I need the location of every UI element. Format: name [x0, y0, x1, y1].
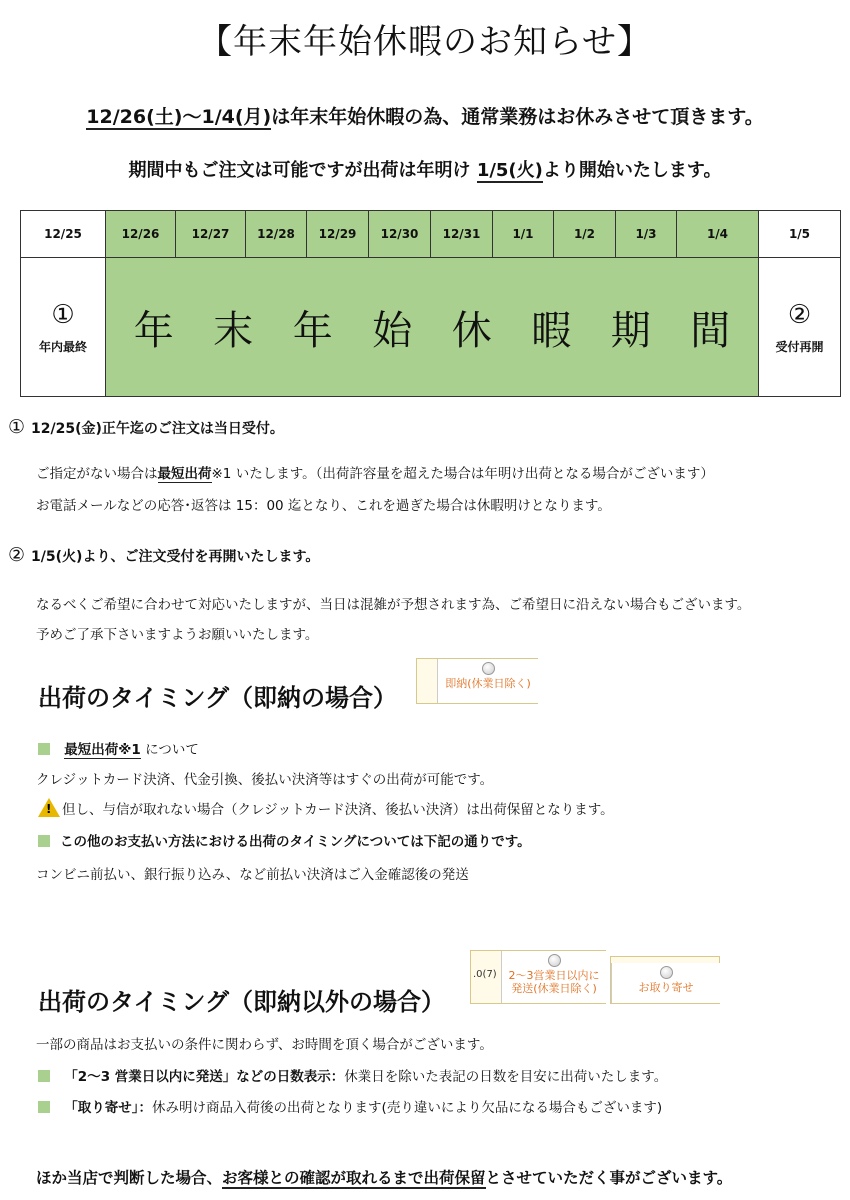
footer-notice: [36, 1166, 732, 1188]
section2-title: 出荷のタイミング（即納以外の場合）: [38, 988, 446, 1016]
holiday-char: 間: [690, 307, 731, 354]
calendar-date: 1/4: [677, 211, 759, 258]
footer-suffix: とさせていただく事がございます。: [485, 1169, 733, 1187]
radio-icon: [548, 954, 561, 967]
business-days-badge: [470, 950, 606, 1004]
business-days-option: [501, 951, 606, 1003]
circled-one-mark: ①: [51, 299, 75, 330]
holiday-char: 期: [610, 307, 651, 354]
calendar-date: 12/29: [307, 211, 369, 258]
business-days-line1: 2〜3営業日以内に: [508, 969, 600, 982]
warning-icon: [38, 798, 60, 817]
holiday-char: 年: [292, 307, 333, 354]
order-in-option: [611, 963, 720, 1003]
section1-line2: コンビニ前払い、銀行振り込み、など前払い決済はご入金確認後の発送: [36, 867, 469, 883]
calendar-date: 12/25: [21, 211, 106, 258]
section2-bullet2-bold: 「取り寄せ」：: [64, 1100, 153, 1116]
last-order-day-label: 年内最終: [38, 339, 87, 354]
instant-shipping-label: 即納(休業日除く): [445, 677, 531, 690]
last-order-day-cell: [21, 258, 106, 397]
note2-heading: [8, 544, 319, 566]
calendar-date: 12/27: [176, 211, 246, 258]
order-in-badge: [610, 956, 720, 1004]
note1-line1: [36, 462, 714, 482]
holiday-period-cell: [106, 258, 759, 397]
shipping-start-suffix: より開始いたします。: [542, 160, 722, 181]
note1-heading-text: 12/25(金)正午迄のご注文は当日受付。: [31, 421, 284, 437]
circled-two-mark: ②: [787, 299, 812, 330]
reopen-day-cell: [759, 258, 841, 397]
footer-prefix: ほか当店で判断した場合、: [36, 1169, 223, 1187]
holiday-char: 休: [451, 307, 492, 354]
section1-title: 出荷のタイミング（即納の場合）: [38, 684, 398, 712]
note2-heading-text: 1/5(火)より、ご注文受付を再開いたします。: [31, 549, 320, 565]
section2-bullet2-suffix: 休み明け商品入荷後の出荷となります(売り違いにより欠品になる場合もございます): [152, 1100, 663, 1116]
shipping-start-line: [0, 156, 850, 182]
calendar-date: 1/1: [493, 211, 554, 258]
section1-warning: [38, 798, 614, 818]
instant-shipping-option: [437, 659, 538, 703]
holiday-char: 年: [133, 307, 174, 354]
section2-bullet1-bold: 「2〜3 営業日以内に発送」などの日数表示：: [64, 1069, 345, 1085]
calendar-date: 1/2: [554, 211, 616, 258]
section2-bullet1-suffix: 休業日を除いた表記の日数を目安に出荷いたします。: [344, 1069, 668, 1085]
note1-heading: [8, 416, 284, 438]
radio-icon: [482, 662, 495, 675]
note2-number: ②: [8, 544, 26, 566]
calendar-date: 12/30: [369, 211, 431, 258]
calendar-date: 12/28: [246, 211, 307, 258]
shortest-shipping-text: 最短出荷: [157, 466, 212, 482]
section1-bullet1: [38, 738, 199, 758]
note1-line1-suffix: いたします。（出荷許容量を超えた場合は年明け出荷となる場合がございます）: [231, 466, 714, 482]
business-days-badge-prefix: .0(7): [473, 969, 497, 980]
calendar-date: 12/31: [431, 211, 493, 258]
note2-line1: なるべくご希望に合わせて対応いたしますが、当日は混雑が予想されます為、ご希望日に沿えない場合もございます。: [36, 597, 751, 613]
note1-number: ①: [8, 416, 26, 438]
holiday-char: 始: [372, 307, 413, 354]
shipping-start-date: 1/5(火): [476, 160, 543, 181]
instant-shipping-badge: [416, 658, 538, 704]
section1-line1: クレジットカード決済、代金引換、後払い決済等はすぐの出荷が可能です。: [36, 772, 494, 788]
holiday-period-text: [106, 299, 758, 356]
order-in-label: お取り寄せ: [638, 981, 694, 994]
section2-line1: 一部の商品はお支払いの条件に関わらず、お時間を頂く場合がございます。: [36, 1037, 493, 1053]
holiday-calendar: [20, 210, 841, 397]
section1-warning-text: 但し、与信が取れない場合（クレジットカード決済、後払い決済）は出荷保留となります。: [62, 802, 614, 818]
note1-mark: ※1: [211, 466, 232, 482]
holiday-period-suffix: は年末年始休暇の為、通常業務はお休みさせて頂きます。: [271, 106, 764, 128]
section1-bullet2: この他のお支払い方法における出荷のタイミングについては下記の通りです。: [38, 830, 531, 850]
section1-bullet1-bold: 最短出荷※1: [64, 742, 141, 758]
section1-bullet1-suffix: について: [140, 742, 199, 758]
calendar-date: 12/26: [106, 211, 176, 258]
calendar-date: 1/5: [759, 211, 841, 258]
business-days-line2: 発送(休業日除く): [511, 982, 597, 995]
section2-bullet2: [38, 1096, 662, 1116]
note1-line1-prefix: ご指定がない場合は: [36, 466, 158, 482]
note1-line2: お電話メールなどの応答･返答は 15：00 迄となり、これを過ぎた場合は休暇明けとなります。: [36, 498, 611, 514]
note2-line2: 予めご了承下さいますようお願いいたします。: [36, 627, 319, 643]
radio-icon: [660, 966, 673, 979]
page-title: 【年末年始休暇のお知らせ】: [198, 22, 652, 62]
holiday-char: 暇: [531, 307, 572, 354]
section2-bullet1: [38, 1065, 667, 1085]
holiday-char: 末: [213, 307, 254, 354]
holiday-period: 12/26(土)〜1/4(月): [86, 106, 272, 128]
shipping-start-prefix: 期間中もご注文は可能ですが出荷は年明け: [128, 160, 477, 181]
holiday-period-line: [0, 102, 850, 129]
footer-underlined: お客様との確認が取れるまで出荷保留: [222, 1169, 486, 1187]
calendar-date: 1/3: [616, 211, 677, 258]
reopen-day-label: 受付再開: [775, 339, 824, 354]
